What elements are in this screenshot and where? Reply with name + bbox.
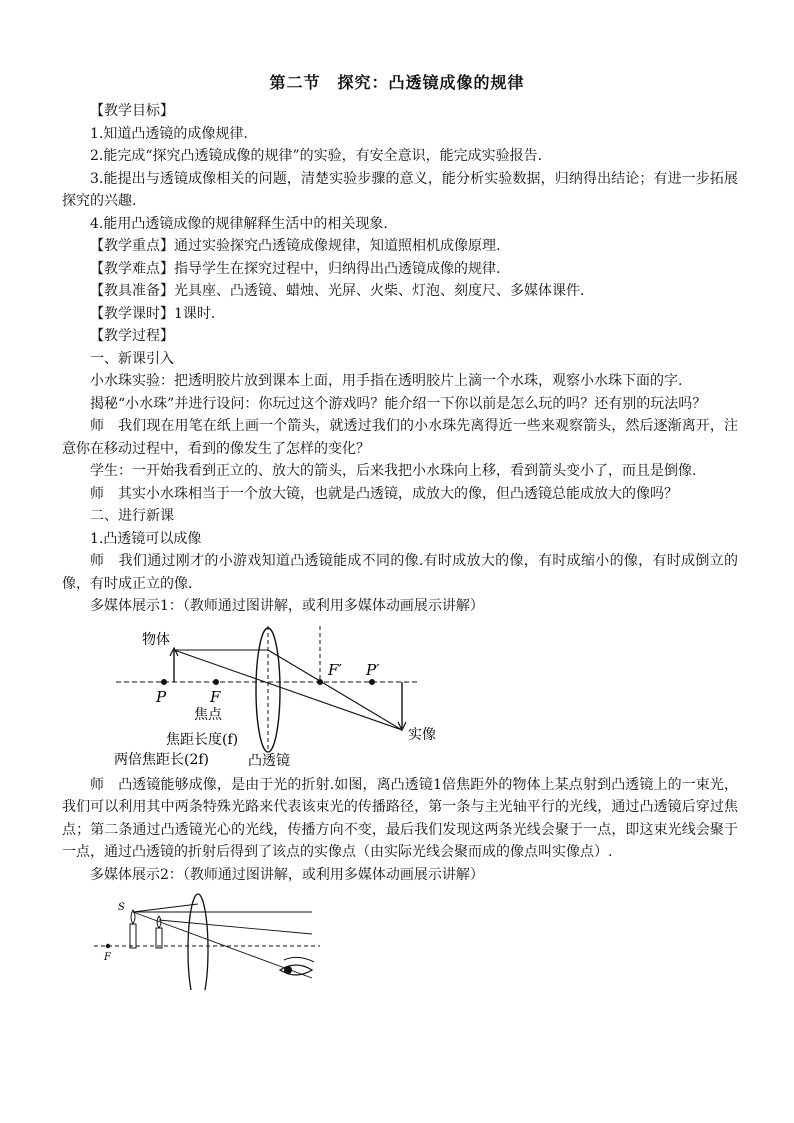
figure-2-eye-diagram (62, 890, 738, 990)
eyebrow (284, 957, 314, 962)
paragraph: 二、进行新课 (90, 508, 174, 524)
figure-1-lens-diagram (62, 622, 738, 770)
paragraph: 一、新课引入 (90, 350, 174, 367)
focal-length-label: 焦距长度(f) (166, 731, 239, 748)
p-label: P (156, 687, 167, 706)
paragraph: 1.知道凸透镜的成像规律. (90, 125, 248, 142)
paragraph: 多媒体展示1：（教师通过图讲解，或利用多媒体动画展示讲解） (90, 598, 484, 614)
page-title: 第二节 探究：凸透镜成像的规律 (269, 73, 525, 92)
paragraph: 揭秘“小水珠”并进行设问：你玩过这个游戏吗？能介绍一下你以前是怎么玩的吗？还有别的玩法吗？ (90, 395, 707, 412)
figure-2-svg (62, 890, 362, 990)
candle-2 (156, 928, 162, 948)
double-focal-label: 两倍焦距长(2f) (114, 751, 210, 768)
figure-1-svg (62, 622, 482, 770)
paragraph: 多媒体展示2：（教师通过图讲解，或利用多媒体动画展示讲解） (90, 866, 484, 883)
point-pprime (369, 679, 375, 685)
f-label-2: F (104, 952, 111, 963)
pupil (284, 966, 292, 974)
focus-label: 焦点 (194, 706, 222, 723)
paragraph: 师 其实小水珠相当于一个放大镜，也就是凸透镜，成放大的像，但凸透镜总能成放大的像吗？ (90, 485, 678, 502)
image-label: 实像 (408, 726, 436, 743)
f-label: F (210, 687, 221, 706)
paragraph: 【教学目标】 (90, 103, 174, 119)
paragraph: 小水珠实验：把透明胶片放到课本上面，用手指在透明胶片上滴一个水珠，观察小水珠下面的字. (90, 373, 683, 389)
ray-2d (159, 920, 312, 934)
paragraph: 师 我们通过刚才的小游戏知道凸透镜能成不同的像.有时成放大的像，有时成缩小的像，有时成倒立的像，有时成正立的像. (62, 553, 738, 592)
paragraph: 【教具准备】光具座、凸透镜、蜡烛、光屏、火柴、灯泡、刻度尺、多媒体课件. (90, 283, 585, 299)
paragraph: 师 我们现在用笔在纸上画一个箭头，就透过我们的小水珠先离得近一些来观察箭头，然后逐渐离开，注意你在移动过程中，看到的像发生了怎样的变化？ (62, 418, 738, 457)
paragraph: 3.能提出与透镜成像相关的问题，清楚实验步骤的意义，能分析实验数据，归纳得出结论；有进一步拓展探究的兴趣. (62, 170, 738, 209)
point-f (213, 679, 219, 685)
paragraph: 师 凸透镜能够成像，是由于光的折射.如图，离凸透镜1倍焦距外的物体上某点射到凸透镜上的一束光，我们可以利用其中两条特殊光路来代表该束光的传播路径，第一条与主光轴平行的光线，通过凸透镜后穿过焦点；第二条通过凸透镜光心的光线，传播方向不变，最后我们发现这两条光线会聚于一点，即这束光线会聚于一点，通过凸透镜的折射后得到了该点的实像点（由实际光线会聚而成的像点叫实像点）. (62, 776, 738, 860)
paragraph: 【教学难点】指导学生在探究过程中，归纳得出凸透镜成像的规律. (90, 260, 501, 277)
paragraph: 【教学重点】通过实验探究凸透镜成像规律，知道照相机成像原理. (90, 238, 501, 254)
paragraph: 1.凸透镜可以成像 (90, 530, 202, 547)
fprime-label: F′ (328, 660, 342, 679)
point-f-2 (106, 944, 110, 948)
lens-2 (188, 894, 208, 990)
paragraphs-before-figure-1 (62, 100, 738, 618)
paragraph: 2.能完成“探究凸透镜成像的规律”的实验，有安全意识，能完成实验报告. (90, 148, 543, 164)
object-label: 物体 (142, 631, 170, 648)
point-p (161, 679, 167, 685)
paragraph: 学生：一开始我看到正立的、放大的箭头，后来我把小水珠向上移，看到箭头变小了，而且是倒像. (90, 463, 697, 479)
paragraphs-between-figures (62, 774, 738, 887)
lens-label: 凸透镜 (248, 752, 290, 769)
s-label: S (118, 902, 125, 913)
paragraph: 4.能用凸透镜成像的规律解释生活中的相关现象. (90, 215, 388, 232)
paragraph: 【教学课时】1课时. (90, 305, 216, 322)
paragraph: 【教学过程】 (90, 328, 174, 344)
point-fprime (317, 679, 323, 685)
ray-2c (133, 904, 198, 912)
candle-1 (130, 924, 136, 948)
pprime-label: P′ (366, 660, 380, 679)
content-body (62, 100, 738, 994)
